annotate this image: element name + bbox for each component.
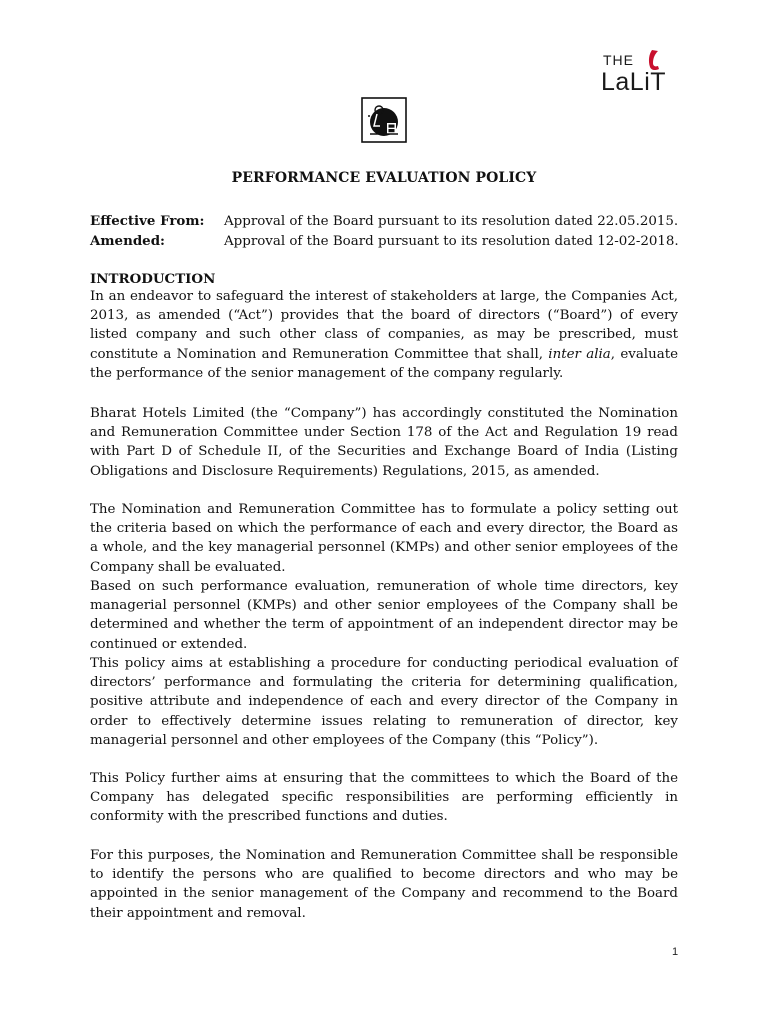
effective-from-row [90,213,678,229]
intro-paragraph-4: Based on such performance evaluation, remuneration of whole time directors, key managerial personnel (KMPs) and other senior employees of the Company shall be determined and whether the term of appointment of an independent director may be continued or extended. [90,579,678,652]
amended-label: Amended: [90,233,166,249]
brand-logo [598,48,680,96]
brand-the-text: THE [603,52,634,68]
effective-from-value: Approval of the Board pursuant to its resolution dated 22.05.2015. [224,214,679,229]
amended-value: Approval of the Board pursuant to its resolution dated 12-02-2018. [224,234,679,249]
effective-from-label: Effective From: [90,213,205,229]
intro-paragraph-3: The Nomination and Remuneration Committee has to formulate a policy setting out the criteria based on which the performance of each and every director, the Board as a whole, and the key managerial personnel (KMPs) and other senior employees of the Company shall be evaluated. [90,502,678,575]
page-number: 1 [672,946,679,958]
intro-paragraph-7: For this purposes, the Nomination and Remuneration Committee shall be responsible to identify the persons who are qualified to become directors and who may be appointed in the senior management of the Company and recommend to the Board their appointment and removal. [90,848,678,921]
amended-row [90,233,679,249]
intro-paragraph-5: This policy aims at establishing a procedure for conducting periodical evaluation of directors’ performance and formulating the criteria for determining qualification, positive attribute and independence of each and every director of the Company in order to effectively determine issues relating to remuneration of director, key managerial personnel and other employees of the Company (this “Policy”). [90,656,678,748]
intro-paragraph-6: This Policy further aims at ensuring that the committees to which the Board of the Company has delegated specific responsibilities are performing efficiently in conformity with the prescribed functions and duties. [90,771,678,825]
document-title: PERFORMANCE EVALUATION POLICY [231,170,537,186]
brand-name-text: LaLiT [601,68,667,96]
intro-paragraph-2: Bharat Hotels Limited (the “Company”) has accordingly constituted the Nomination and Remuneration Committee under Section 178 of the Act and Regulation 19 read with Part D of Schedule II, of the Securities and Exchange Board of India (Listing Obligations and Disclosure Requirements) Regulations, 2015, as amended. [90,406,678,479]
intro-paragraph-1: In an endeavor to safeguard the interest of stakeholders at large, the Companies Act, 2013, as amended (“Act”) provides that the board of directors (“Board”) of every listed company and such other class of companies, as may be prescribed, must constitute a Nomination and Remuneration Committee that shall, inter alia, evaluate the performance of the senior management of the company regularly. [90,289,679,381]
introduction-heading: INTRODUCTION [90,271,216,287]
seal-emblem-icon [360,96,408,144]
